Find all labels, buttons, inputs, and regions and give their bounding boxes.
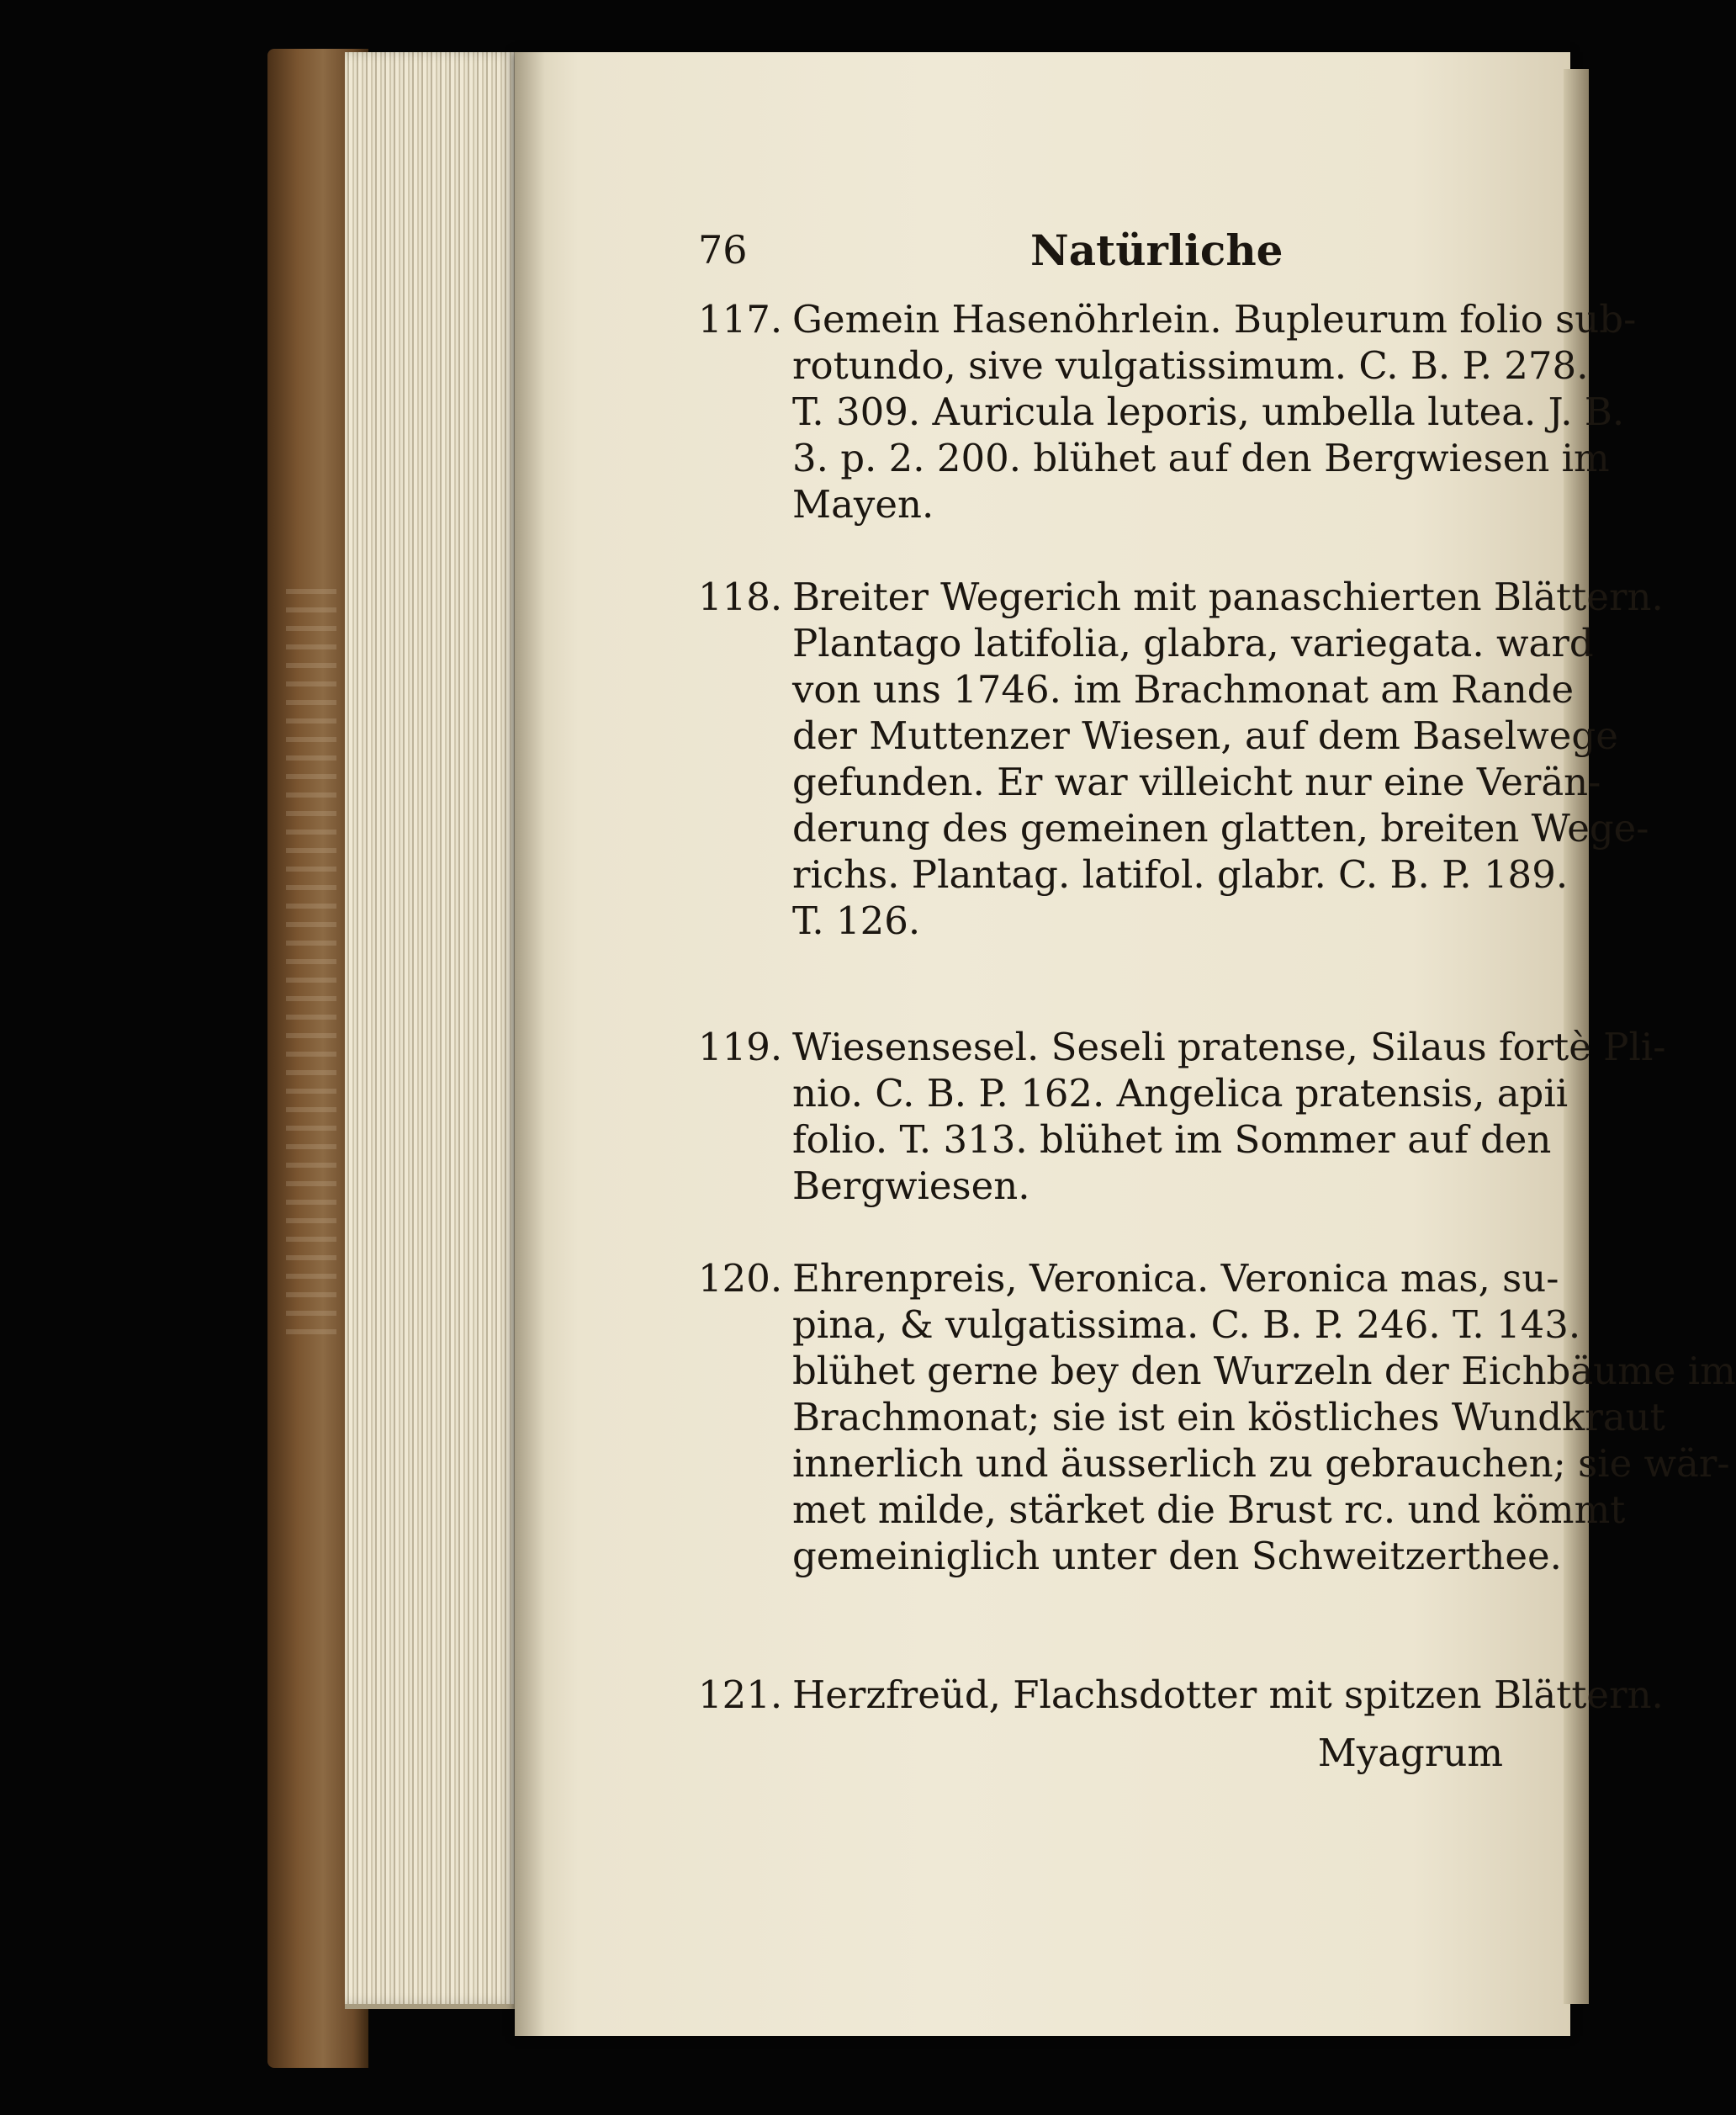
entry-120	[698, 1255, 1736, 1579]
entry-line: folio. T. 313. blühet im Sommer auf den	[792, 1117, 1552, 1162]
entry-line: Mayen.	[792, 482, 934, 527]
page-edges	[345, 52, 517, 2009]
page-content	[515, 52, 1736, 2036]
entry-line: der Muttenzer Wiesen, auf dem Baselwege	[792, 713, 1618, 758]
book-page	[515, 52, 1736, 2036]
entry-121	[698, 1672, 1664, 1718]
entry-line: 3. p. 2. 200. blühet auf den Bergwiesen im	[792, 436, 1610, 480]
entry-line: richs. Plantag. latifol. glabr. C. B. P. 189.	[792, 852, 1569, 897]
entry-line: Wiesensesel. Seseli pratense, Silaus fortè Pli-	[792, 1025, 1666, 1069]
catchword: Myagrum	[1317, 1731, 1503, 1775]
entry-line: gefunden. Er war villeicht nur eine Verän-	[792, 760, 1601, 804]
entry-line: rotundo, sive vulgatissimum. C. B. P. 278.	[792, 343, 1589, 388]
entry-line: nio. C. B. P. 162. Angelica pratensis, apii	[792, 1071, 1569, 1116]
entry-number: 118.	[698, 575, 783, 619]
entry-line: derung des gemeinen glatten, breiten Wege-	[792, 806, 1649, 851]
entry-line: Ehrenpreis, Veronica. Veronica mas, su-	[792, 1256, 1559, 1301]
entry-line: pina, & vulgatissima. C. B. P. 246. T. 143.	[792, 1302, 1581, 1347]
entry-line: Gemein Hasenöhrlein. Bupleurum folio sub-	[792, 297, 1637, 342]
entry-number: 117.	[698, 297, 783, 342]
running-head	[698, 227, 1337, 286]
entry-line: Brachmonat; sie ist ein köstliches Wundkraut	[792, 1395, 1665, 1439]
entry-118	[698, 574, 1664, 944]
spine-wear	[286, 589, 336, 1346]
entry-number: 120.	[698, 1256, 783, 1301]
entry-119	[698, 1024, 1666, 1209]
entry-line: blühet gerne bey den Wurzeln der Eichbäume im	[792, 1349, 1736, 1393]
entry-line: innerlich und äusserlich zu gebrauchen; sie wär-	[792, 1441, 1730, 1486]
entry-line: met milde, stärket die Brust rc. und kömmt	[792, 1487, 1626, 1532]
entry-line: T. 126.	[792, 898, 921, 943]
entry-line: gemeiniglich unter den Schweitzerthee.	[792, 1534, 1562, 1578]
entry-line: Herzfreüd, Flachsdotter mit spitzen Blättern.	[792, 1672, 1664, 1717]
running-title: Natürliche	[1030, 225, 1283, 275]
entry-117	[698, 296, 1637, 527]
entry-line: Bergwiesen.	[792, 1164, 1030, 1208]
page-number: 76	[698, 227, 748, 273]
entry-number: 119.	[698, 1025, 783, 1069]
entry-line: T. 309. Auricula leporis, umbella lutea. J. B.	[792, 390, 1625, 434]
entry-line: von uns 1746. im Brachmonat am Rande	[792, 667, 1575, 712]
entry-number: 121.	[698, 1672, 783, 1717]
entry-line: Plantago latifolia, glabra, variegata. ward	[792, 621, 1594, 665]
entry-line: Breiter Wegerich mit panaschierten Blättern.	[792, 575, 1664, 619]
